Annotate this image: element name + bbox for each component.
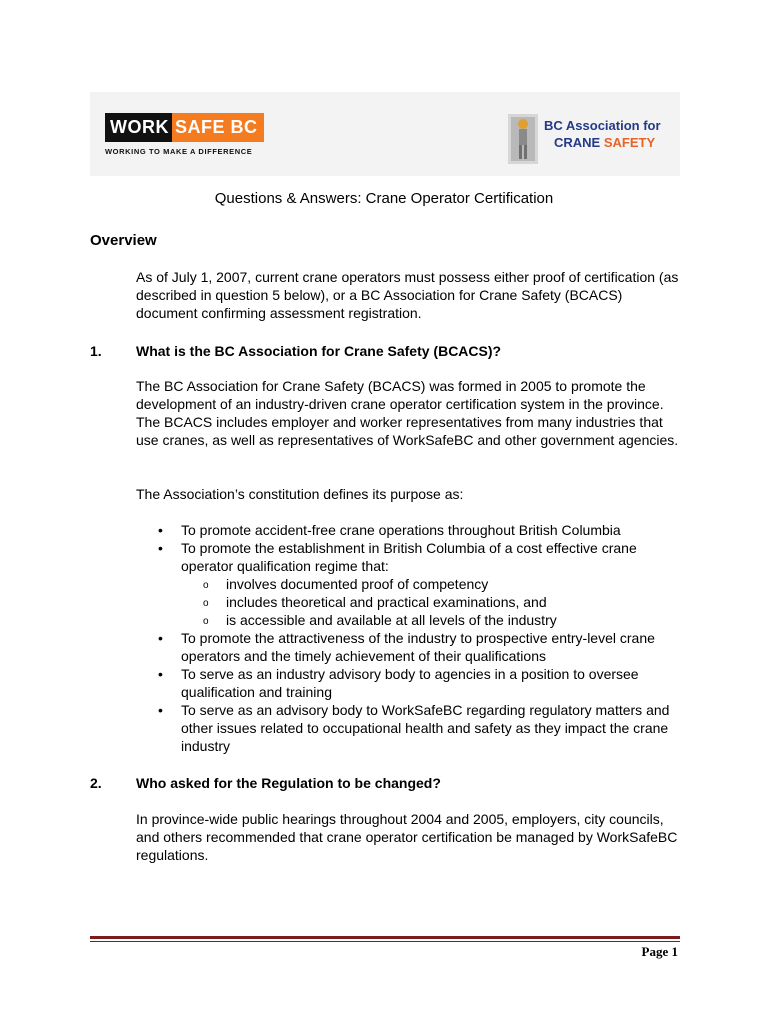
question-1-number: 1. — [90, 343, 102, 359]
worksafebc-logo-work: WORK — [105, 113, 172, 142]
purpose-list — [136, 521, 681, 755]
bcacs-logo-line1: BC Association for — [544, 118, 661, 133]
bcacs-logo-safety: SAFETY — [603, 135, 656, 150]
overview-heading: Overview — [90, 232, 157, 249]
question-1-text: What is the BC Association for Crane Safety (BCACS)? — [136, 343, 502, 359]
sub-list-item: o involves documented proof of competency — [181, 575, 681, 593]
list-item: • To promote the attractiveness of the industry to prospective entry-level crane operators and the timely achievement of their qualifications — [136, 629, 681, 665]
crane-operator-icon — [508, 114, 538, 164]
footer-rule-thin — [90, 941, 680, 942]
worksafebc-tagline: WORKING TO MAKE A DIFFERENCE — [105, 147, 253, 156]
bcacs-logo-crane: CRANE — [554, 135, 601, 150]
list-item: • To promote accident-free crane operations throughout British Columbia — [136, 521, 681, 539]
question-2 — [90, 775, 441, 791]
worksafebc-logo-safebc: SAFE BC — [172, 113, 264, 142]
answer-1-text: The BC Association for Crane Safety (BCACS) was formed in 2005 to promote the development of an industry-driven crane operator certification system in the province. The BCACS includes employer and worker representatives from many industries that use cranes, as well as representatives of WorkSafeBC and other government agencies. — [136, 378, 679, 448]
question-2-number: 2. — [90, 775, 102, 791]
sub-list-item: o includes theoretical and practical examinations, and — [181, 593, 681, 611]
worksafebc-logo — [105, 113, 264, 156]
overview-text: As of July 1, 2007, current crane operators must possess either proof of certification (as described in question 5 below), or a BC Association for Crane Safety (BCACS) document confirming assessment registration. — [136, 269, 679, 321]
sub-list — [181, 575, 681, 629]
question-1 — [90, 343, 501, 359]
question-2-text: Who asked for the Regulation to be changed? — [136, 775, 441, 791]
bcacs-logo — [508, 114, 661, 164]
page-number: Page 1 — [641, 944, 678, 959]
sub-list-item: o is accessible and available at all levels of the industry — [181, 611, 681, 629]
list-item: • To promote the establishment in British Columbia of a cost effective crane operator qualification regime that: o involves documented proof of competency o includes theoretical and practical examinations, and o is accessible and available at all levels of the industry — [136, 539, 681, 629]
list-item: • To serve as an industry advisory body to agencies in a position to oversee qualification and training — [136, 665, 681, 701]
list-item: • To serve as an advisory body to WorkSafeBC regarding regulatory matters and other issues related to occupational health and safety as they impact the crane industry — [136, 701, 681, 755]
bcacs-logo-line2 — [554, 134, 661, 152]
document-title: Questions & Answers: Crane Operator Certification — [214, 190, 554, 207]
answer-1-intro: The Association’s constitution defines its purpose as: — [136, 486, 464, 502]
answer-2-text: In province-wide public hearings throughout 2004 and 2005, employers, city councils, and others recommended that crane operator certification be managed by WorkSafeBC regulations. — [136, 811, 678, 863]
footer-rule — [90, 936, 680, 939]
